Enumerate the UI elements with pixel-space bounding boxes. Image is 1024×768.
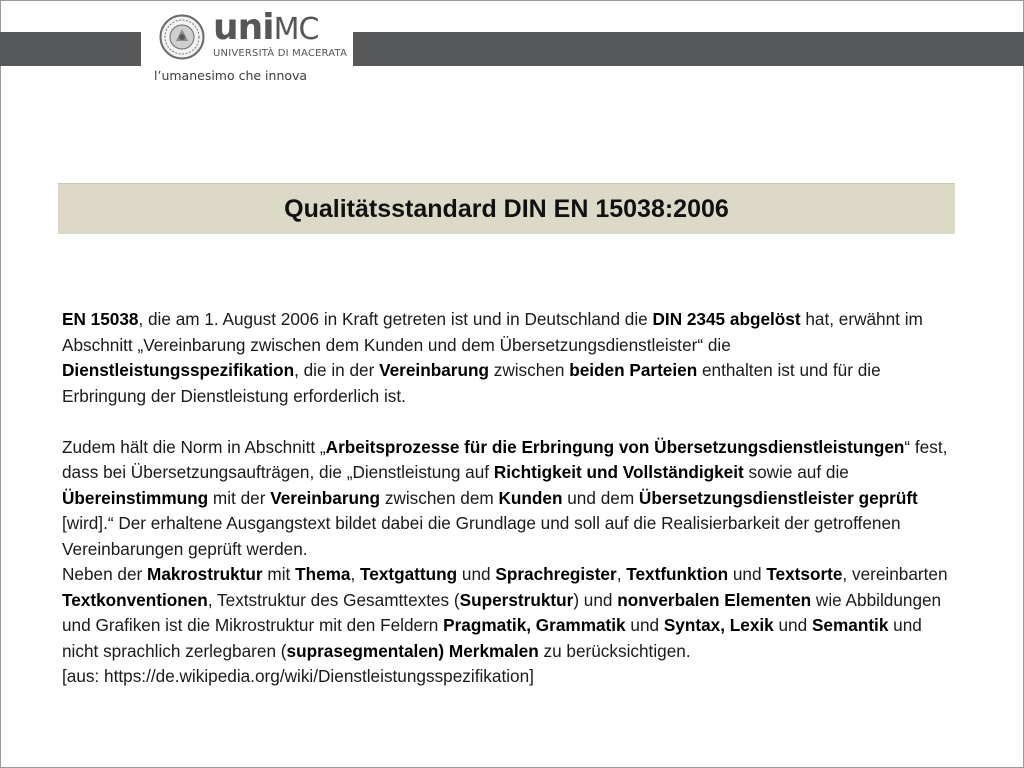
- text-segment: , die am 1. August 2006 in Kraft getreten ist und in Deutschland die: [138, 309, 653, 329]
- university-seal-icon: [159, 14, 205, 60]
- brand-prefix: uni: [213, 7, 274, 48]
- bold-term: Pragmatik, Grammatik: [443, 615, 626, 635]
- paragraph-gap: [62, 409, 962, 435]
- paragraph-2: [62, 435, 962, 563]
- bold-term: Thema: [295, 564, 351, 584]
- text-segment: , vereinbarten: [842, 564, 948, 584]
- text-segment: und: [625, 615, 664, 635]
- text-segment: Neben der: [62, 564, 148, 584]
- bold-term: Richtigkeit und Vollständigkeit: [493, 462, 744, 482]
- bold-term: Sprachregister: [495, 564, 617, 584]
- text-segment: “ fest, dass bei Übersetzungsaufträgen, die „Dienstleistung auf: [62, 436, 948, 482]
- header-band-right: [353, 32, 1024, 66]
- text-segment: zwischen dem: [380, 487, 499, 508]
- bold-term: Semantik: [811, 615, 889, 635]
- bold-term: nonverbalen Elementen: [617, 589, 812, 610]
- brand-suffix: MC: [273, 12, 319, 47]
- text-segment: zwischen: [488, 360, 570, 380]
- bold-term: Vereinbarung: [379, 360, 489, 380]
- brand-wordmark: [213, 8, 318, 50]
- text-segment: enthalten ist und für die Erbringung der Dienstleistung erforderlich ist.: [62, 360, 881, 406]
- brand-subtitle: UNIVERSITÀ DI MACERATA: [213, 48, 348, 59]
- text-segment: ,: [616, 564, 627, 584]
- bold-term: EN 15038: [62, 309, 139, 329]
- text-segment: Zudem hält die Norm in Abschnitt „: [62, 436, 326, 457]
- title-bar: [58, 183, 955, 234]
- text-segment: , die in der: [294, 360, 380, 380]
- bold-term: Textfunktion: [626, 564, 729, 584]
- bold-term: Übereinstimmung: [62, 487, 209, 508]
- bold-term: Dienstleistungsspezifikation: [62, 360, 295, 380]
- text-segment: und nicht sprachlich zerlegbaren (: [62, 615, 922, 661]
- bold-term: Superstruktur: [459, 589, 574, 610]
- source-reference: [aus: https://de.wikipedia.org/wiki/Dienstleistungsspezifikation]: [62, 666, 534, 686]
- bold-term: Vereinbarung: [270, 487, 381, 508]
- text-segment: ) und: [573, 589, 618, 610]
- header-band-left: [0, 32, 141, 66]
- text-segment: , Textstruktur des Gesamttextes (: [207, 589, 460, 610]
- bold-term: Textgattung: [360, 564, 458, 584]
- text-segment: und: [773, 615, 812, 635]
- text-segment: und dem: [562, 487, 639, 508]
- text-segment: wie Abbildungen und Grafiken ist die Mikrostruktur mit den Feldern: [62, 589, 942, 635]
- text-segment: zu berücksichtigen.: [538, 640, 691, 661]
- text-segment: und: [457, 564, 496, 584]
- text-segment: ,: [350, 564, 361, 584]
- bold-term: beiden Parteien: [569, 360, 698, 380]
- bold-term: Textsorte: [766, 564, 843, 584]
- bold-term: Arbeitsprozesse für die Erbringung von Übersetzungsdienstleistungen: [325, 436, 905, 457]
- slide-title: Qualitätsstandard DIN EN 15038:2006: [284, 194, 729, 223]
- bold-term: suprasegmentalen) Merkmalen: [286, 640, 539, 661]
- paragraph-3: [62, 562, 962, 664]
- text-segment: mit der: [208, 487, 271, 508]
- text-segment: sowie auf die: [743, 462, 849, 482]
- bold-term: Makrostruktur: [147, 564, 263, 584]
- text-segment: hat, erwähnt im Abschnitt „Vereinbarung zwischen dem Kunden und dem Übersetzungsdienstleister“ die: [62, 309, 923, 355]
- text-segment: mit: [262, 564, 296, 584]
- paragraph-1: [62, 307, 962, 409]
- bold-term: Textkonventionen: [62, 589, 208, 610]
- bold-term: DIN 2345 abgelöst: [652, 309, 801, 329]
- bold-term: Syntax, Lexik: [663, 615, 774, 635]
- text-segment: [wird].“ Der erhaltene Ausgangstext bildet dabei die Grundlage und soll auf die Realisierbarkeit der getroffenen Vereinbarungen geprüft werden.: [62, 513, 901, 559]
- text-segment: und: [728, 564, 767, 584]
- tagline: l’umanesimo che innova: [154, 68, 308, 83]
- bold-term: Übersetzungsdienstleister geprüft: [638, 487, 918, 508]
- body-text: [62, 307, 962, 690]
- bold-term: Kunden: [498, 487, 563, 508]
